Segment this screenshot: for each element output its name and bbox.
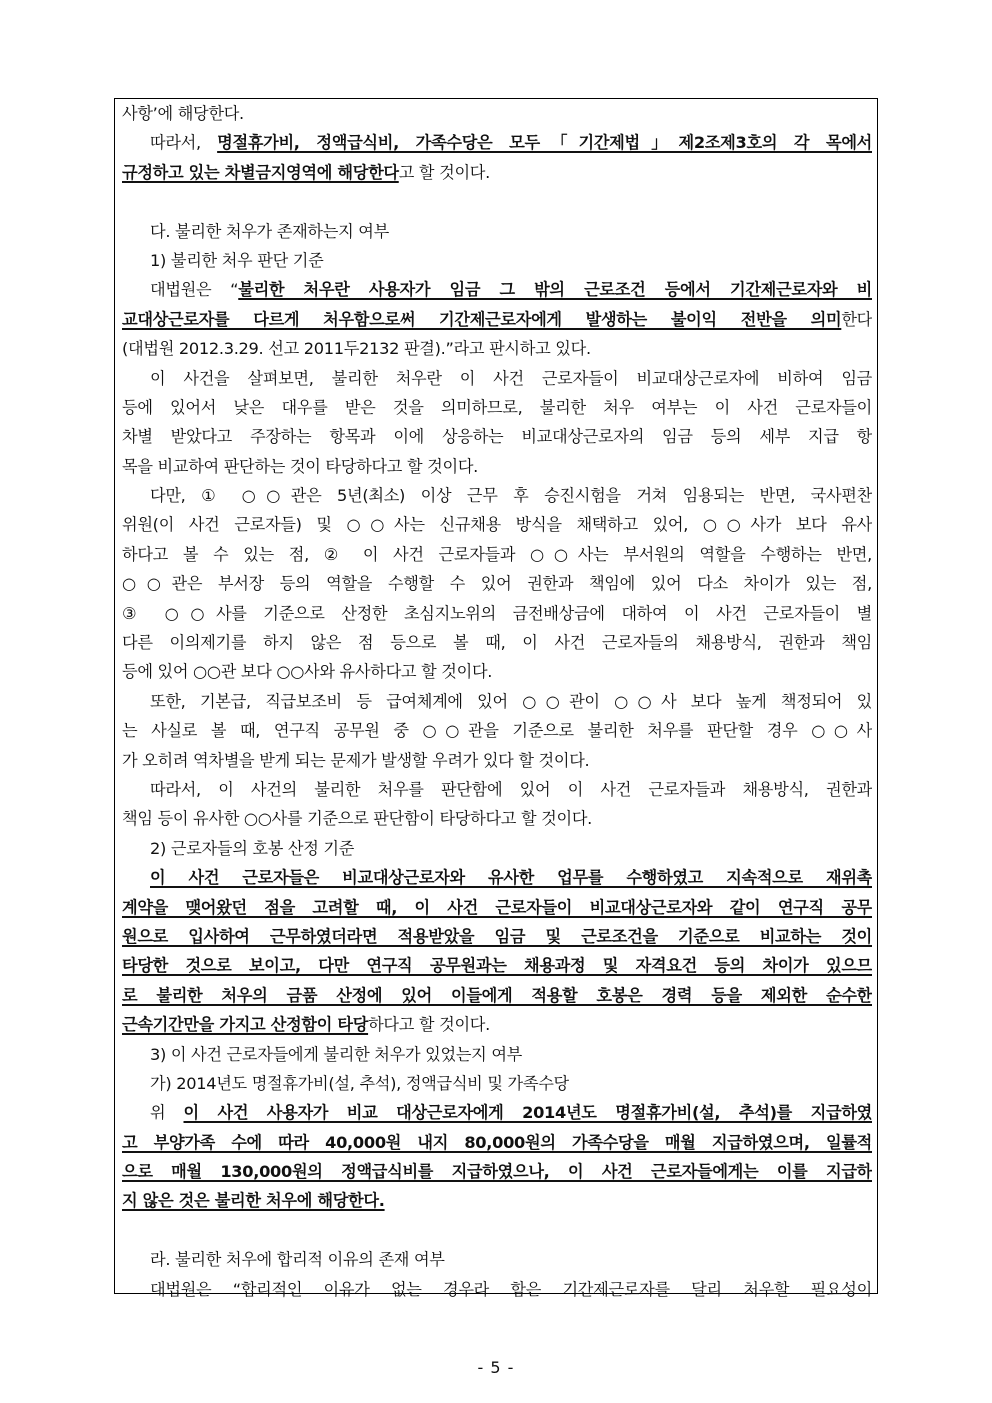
underlined-text: 로 불리한 처우의 금품 산정에 있어 이들에게 적용할 호봉은 경력 등을 제외한 순수한 bbox=[122, 985, 872, 1005]
text-line bbox=[122, 922, 872, 951]
text-line bbox=[122, 452, 872, 481]
text-line bbox=[122, 1069, 872, 1098]
text-segment: ○○관은 부서장 등의 역할을 수행할 수 있어 권한과 책임에 있어 다소 차이가 있는 점, bbox=[122, 574, 872, 594]
text-line bbox=[122, 246, 872, 275]
text-segment: 따라서, bbox=[150, 133, 218, 153]
text-line bbox=[122, 540, 872, 569]
text-line bbox=[122, 804, 872, 833]
text-line bbox=[122, 1157, 872, 1186]
text-line bbox=[122, 305, 872, 334]
text-segment: 다. 불리한 처우가 존재하는지 여부 bbox=[150, 221, 389, 241]
text-segment: 책임 등이 유사한 ○○사를 기준으로 판단함이 타당하다고 할 것이다. bbox=[122, 809, 593, 829]
underlined-text: 교대상근로자를 다르게 처우함으로써 기간제근로자에게 발생하는 불이익 전반을 의미 bbox=[122, 309, 842, 329]
text-segment: 3) 이 사건 근로자들에게 불리한 처우가 있었는지 여부 bbox=[150, 1044, 523, 1064]
underlined-text: 근속기간만을 가지고 산정함이 타당 bbox=[122, 1015, 369, 1035]
text-segment: 다만, ① ○○관은 5년(최소) 이상 근무 후 승진시험을 거쳐 임용되는 반면, 국사편찬 bbox=[150, 486, 872, 506]
text-segment: 가) 2014년도 명절휴가비(설, 추석), 정액급식비 및 가족수당 bbox=[150, 1073, 569, 1093]
text-line bbox=[122, 863, 872, 892]
underlined-text: 이 사건 사용자가 비교 대상근로자에게 2014년도 명절휴가비(설, 추석)를 지급하였 bbox=[183, 1103, 872, 1123]
text-segment: 하다고 할 것이다. bbox=[368, 1015, 490, 1035]
text-segment: 대법원은 “ bbox=[150, 280, 239, 300]
text-segment: (대법원 2012.3.29. 선고 2011두2132 판결).”라고 판시하고 있다. bbox=[122, 339, 591, 359]
text-line bbox=[122, 981, 872, 1010]
text-line bbox=[122, 1216, 872, 1245]
document-body bbox=[122, 99, 872, 1304]
text-segment: 대법원은 “합리적인 이유가 없는 경우라 함은 기간제근로자를 달리 처우할 필요성이 bbox=[150, 1279, 872, 1299]
text-line bbox=[122, 1186, 872, 1215]
underlined-text: 원으로 입사하여 근무하였더라면 적용받았을 임금 및 근로조건을 기준으로 비교하는 것이 bbox=[122, 926, 872, 946]
underlined-text: 으로 매월 130,000원의 정액급식비를 지급하였으나, 이 사건 근로자들에게는 이를 지급하 bbox=[122, 1162, 872, 1182]
text-segment: 라. 불리한 처우에 합리적 이유의 존재 여부 bbox=[150, 1250, 445, 1270]
text-line bbox=[122, 1098, 872, 1127]
text-segment: 등에 있어 ○○관 보다 ○○사와 유사하다고 할 것이다. bbox=[122, 662, 493, 682]
text-line bbox=[122, 657, 872, 686]
text-line bbox=[122, 569, 872, 598]
underlined-text: 불리한 처우란 사용자가 임금 그 밖의 근로조건 등에서 기간제근로자와 비 bbox=[238, 280, 872, 300]
text-segment: 이 사건을 살펴보면, 불리한 처우란 이 사건 근로자들이 비교대상근로자에 비하여 임금 bbox=[150, 368, 872, 388]
text-line bbox=[122, 716, 872, 745]
text-line bbox=[122, 128, 872, 157]
text-segment: 따라서, 이 사건의 불리한 처우를 판단함에 있어 이 사건 근로자들과 채용방식, 권한과 bbox=[150, 779, 872, 799]
underlined-text: 고 부양가족 수에 따라 40,000원 내지 80,000원의 가족수당을 매월 지급하였으며, 일률적 bbox=[122, 1132, 872, 1152]
text-segment: 는 사실로 볼 때, 연구직 공무원 중 ○○관을 기준으로 불리한 처우를 판단할 경우 ○○사 bbox=[122, 721, 872, 741]
underlined-text: 지 않은 것은 불리한 처우에 해당한다. bbox=[122, 1191, 385, 1211]
text-segment: 다른 이의제기를 하지 않은 점 등으로 볼 때, 이 사건 근로자들의 채용방식, 권한과 책임 bbox=[122, 633, 872, 653]
text-segment: 위 bbox=[150, 1103, 184, 1123]
text-segment: ③ ○○사를 기준으로 산정한 초심지노위의 금전배상금에 대하여 이 사건 근로자들이 별 bbox=[122, 603, 872, 623]
text-line bbox=[122, 1128, 872, 1157]
text-segment: 2) 근로자들의 호봉 산정 기준 bbox=[150, 838, 355, 858]
text-line bbox=[122, 746, 872, 775]
text-segment: 하다고 볼 수 있는 점, ② 이 사건 근로자들과 ○○사는 부서원의 역할을 수행하는 반면, bbox=[122, 544, 872, 564]
text-line bbox=[122, 422, 872, 451]
text-segment: 한다 bbox=[841, 309, 872, 329]
text-line bbox=[122, 1040, 872, 1069]
text-segment: 또한, 기본급, 직급보조비 등 급여체계에 있어 ○○관이 ○○사 보다 높게 책정되어 있 bbox=[150, 691, 872, 711]
text-segment: 고 할 것이다. bbox=[398, 162, 490, 182]
text-line bbox=[122, 1010, 872, 1039]
text-line bbox=[122, 275, 872, 304]
underlined-text: 규정하고 있는 차별금지영역에 해당한다 bbox=[122, 162, 399, 182]
text-segment: 1) 불리한 처우 판단 기준 bbox=[150, 250, 324, 270]
text-segment: 목을 비교하여 판단하는 것이 타당하다고 할 것이다. bbox=[122, 456, 478, 476]
text-line bbox=[122, 510, 872, 539]
text-line bbox=[122, 775, 872, 804]
text-line bbox=[122, 481, 872, 510]
text-segment: 위원(이 사건 근로자들) 및 ○○사는 신규채용 방식을 채택하고 있어, ○○사가 보다 유사 bbox=[122, 515, 872, 535]
text-line bbox=[122, 334, 872, 363]
text-line bbox=[122, 599, 872, 628]
underlined-text: 이 사건 근로자들은 비교대상근로자와 유사한 업무를 수행하였고 지속적으로 재위촉 bbox=[150, 868, 872, 888]
text-line bbox=[122, 99, 872, 128]
text-line bbox=[122, 834, 872, 863]
text-line bbox=[122, 628, 872, 657]
text-line bbox=[122, 393, 872, 422]
underlined-text: 계약을 맺어왔던 점을 고려할 때, 이 사건 근로자들이 비교대상근로자와 같이 연구직 공무 bbox=[122, 897, 872, 917]
text-line bbox=[122, 687, 872, 716]
text-line bbox=[122, 951, 872, 980]
text-line bbox=[122, 158, 872, 187]
underlined-text: 타당한 것으로 보이고, 다만 연구직 공무원과는 채용과정 및 자격요건 등의 차이가 있으므 bbox=[122, 956, 872, 976]
text-line bbox=[122, 364, 872, 393]
text-segment: 차별 받았다고 주장하는 항목과 이에 상응하는 비교대상근로자의 임금 등의 세부 지급 항 bbox=[122, 427, 872, 447]
text-segment: 등에 있어서 낮은 대우를 받은 것을 의미하므로, 불리한 처우 여부는 이 사건 근로자들이 bbox=[122, 397, 872, 417]
text-line bbox=[122, 217, 872, 246]
page-number: - 5 - bbox=[477, 1358, 515, 1377]
text-line bbox=[122, 893, 872, 922]
underlined-text: 명절휴가비, 정액급식비, 가족수당은 모두「기간제법」제2조제3호의 각 목에서 bbox=[217, 133, 872, 153]
text-segment: 가 오히려 역차별을 받게 되는 문제가 발생할 우려가 있다 할 것이다. bbox=[122, 750, 590, 770]
text-line bbox=[122, 1245, 872, 1274]
text-segment: 사항’에 해당한다. bbox=[122, 104, 244, 123]
text-line bbox=[122, 187, 872, 216]
text-line bbox=[122, 1275, 872, 1304]
